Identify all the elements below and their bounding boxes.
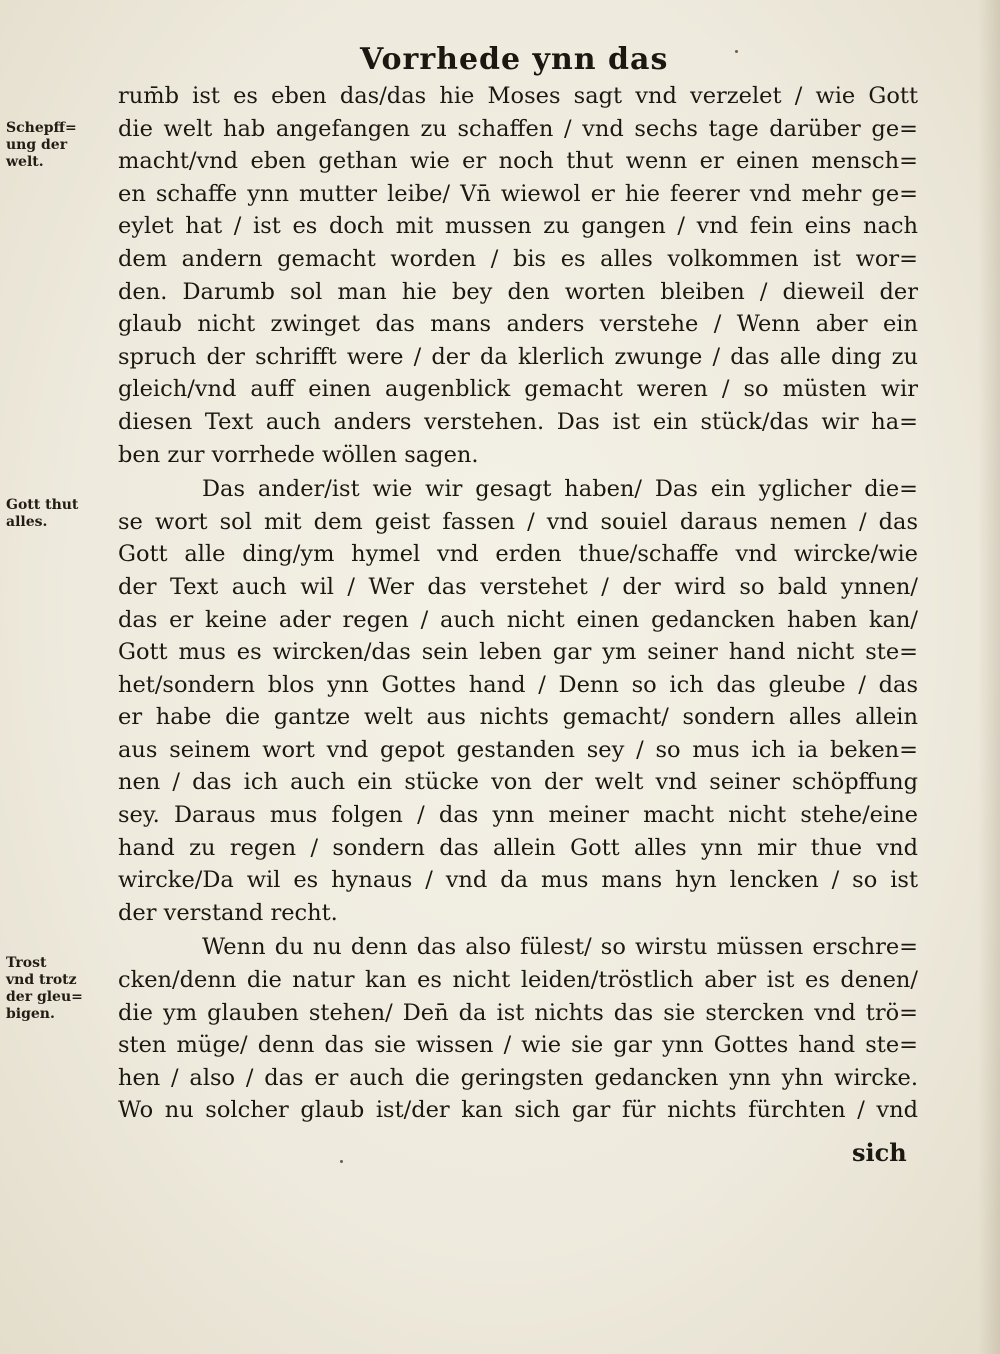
marginal-note-god-does-all: [6, 497, 114, 531]
marginal-note-line: welt.: [6, 154, 44, 170]
text-line: hen / also / das er auch die geringsten gedancken ynn yhn wircke.: [118, 1064, 918, 1091]
text-line: Das ander/ist wie wir gesagt haben/ Das ein yglicher die=: [202, 476, 918, 503]
marginal-note-line: Trost: [6, 955, 47, 971]
text-line: gleich/vnd auff einen augenblick gemacht weren / so müsten wir: [118, 376, 918, 403]
text-line: Gott alle ding/ym hymel vnd erden thue/schaffe vnd wircke/wie: [118, 541, 918, 568]
text-line: dem andern gemacht worden / bis es alles volkommen ist wor=: [118, 245, 918, 272]
marginal-note-creation: [6, 120, 114, 171]
catchword: sich: [852, 1138, 907, 1167]
text-line: der verstand recht.: [118, 899, 338, 926]
text-line: en schaffe ynn mutter leibe/ Vn̄ wiewol er hie feerer vnd mehr ge=: [118, 180, 918, 207]
text-line: cken/denn die natur kan es nicht leiden/tröstlich aber ist es denen/: [118, 967, 918, 994]
paper-speck: [735, 50, 738, 53]
text-line: die ym glauben stehen/ Den̄ da ist nichts das sie stercken vnd trö=: [118, 999, 918, 1026]
text-line: sey. Daraus mus folgen / das ynn meiner macht nicht stehe/eine: [118, 802, 918, 829]
paragraph-2: [118, 473, 918, 929]
text-line: aus seinem wort vnd gepot gestanden sey / so mus ich ia beken=: [118, 736, 918, 763]
marginal-note-line: Schepff=: [6, 120, 77, 136]
text-line: ben zur vorrhede wöllen sagen.: [118, 441, 479, 468]
text-line: nen / das ich auch ein stücke von der welt vnd seiner schöpffung: [118, 769, 918, 796]
main-text: [118, 80, 918, 1127]
text-line: Wenn du nu denn das also fülest/ so wirstu müssen erschre=: [202, 934, 918, 961]
marginal-note-line: vnd trotz: [6, 972, 77, 988]
text-line: diesen Text auch anders verstehen. Das ist ein stück/das wir ha=: [118, 408, 918, 435]
text-line: glaub nicht zwinget das mans anders verstehe / Wenn aber ein: [118, 311, 918, 338]
marginal-note-line: bigen.: [6, 1006, 55, 1022]
text-line: se wort sol mit dem geist fassen / vnd souiel daraus nemen / das: [118, 508, 918, 535]
text-line: macht/vnd eben gethan wie er noch thut wenn er einen mensch=: [118, 148, 918, 175]
text-line: er habe die gantze welt aus nichts gemacht/ sondern alles allein: [118, 704, 918, 731]
paragraph-1: [118, 80, 918, 471]
text-line: sten müge/ denn das sie wissen / wie sie gar ynn Gottes hand ste=: [118, 1032, 918, 1059]
marginal-note-line: der gleu=: [6, 989, 83, 1005]
page-edge-shadow: [978, 0, 1000, 1354]
paper-speck: [340, 1160, 343, 1163]
marginal-note-comfort: [6, 955, 114, 1023]
text-line: hand zu regen / sondern das allein Gott alles ynn mir thue vnd: [118, 834, 918, 861]
text-line: das er keine ader regen / auch nicht einen gedancken haben kan/: [118, 606, 918, 633]
text-line: der Text auch wil / Wer das verstehet / der wird so bald ynnen/: [118, 573, 918, 600]
paragraph-3: [118, 931, 918, 1127]
text-line: wircke/Da wil es hynaus / vnd da mus mans hyn lencken / so ist: [118, 867, 918, 894]
text-line: Gott mus es wircken/das sein leben gar ym seiner hand nicht ste=: [118, 639, 918, 666]
text-line: eylet hat / ist es doch mit mussen zu gangen / vnd fein eins nach: [118, 213, 918, 240]
marginal-note-line: Gott thut: [6, 497, 79, 513]
text-line: spruch der schrifft were / der da klerlich zwunge / das alle ding zu: [118, 343, 918, 370]
running-head: Vorrhede ynn das: [360, 42, 669, 77]
text-line: die welt hab angefangen zu schaffen / vnd sechs tage darüber ge=: [118, 115, 918, 142]
marginal-note-line: ung der: [6, 137, 68, 153]
text-line: den. Darumb sol man hie bey den worten bleiben / dieweil der: [118, 278, 918, 305]
text-line: rum̄b ist es eben das/das hie Moses sagt vnd verzelet / wie Gott: [118, 83, 918, 109]
marginal-note-line: alles.: [6, 514, 48, 530]
text-line: Wo nu solcher glaub ist/der kan sich gar für nichts fürchten / vnd: [118, 1097, 918, 1124]
text-line: het/sondern blos ynn Gottes hand / Denn so ich das gleube / das: [118, 671, 918, 698]
